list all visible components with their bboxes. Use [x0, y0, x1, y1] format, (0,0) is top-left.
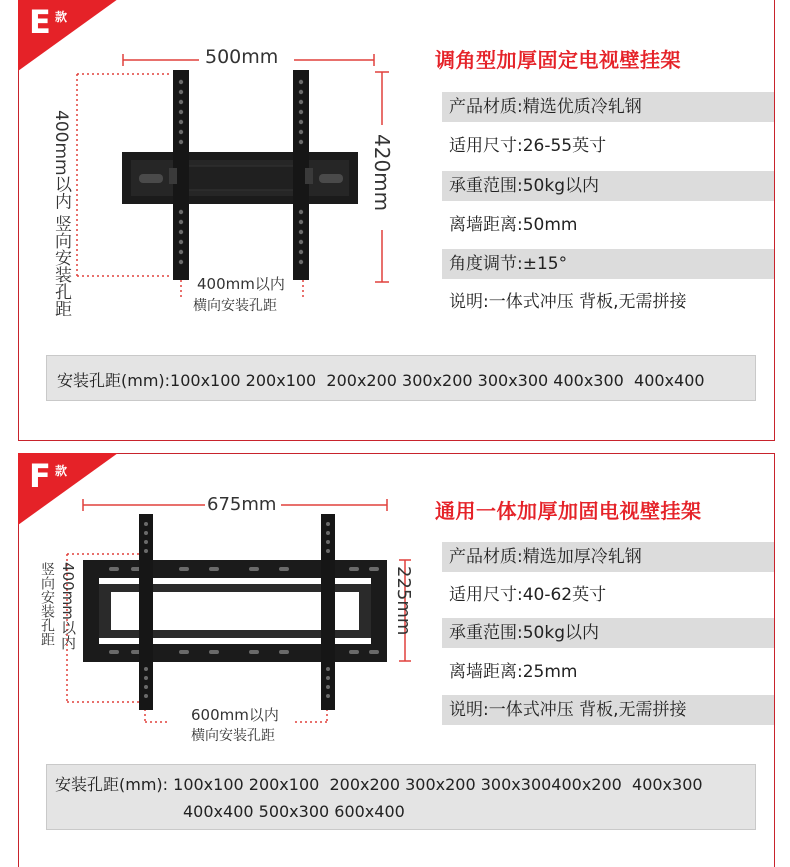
vertical-hole-label-f-b: 竖向安装孔距	[39, 562, 55, 646]
title-f: 通用一体加厚加固电视壁挂架	[435, 499, 702, 523]
badge-sub-e: 款	[55, 10, 68, 24]
spec-note-f: 说明:一体式冲压 背板,无需拼接	[442, 695, 774, 725]
horizontal-hole-sub-f: 横向安装孔距	[191, 728, 275, 744]
horizontal-hole-label-e: 400mm以内	[197, 275, 285, 293]
spec-angle-e: 角度调节:±15°	[442, 249, 774, 279]
badge-letter-e: E	[29, 3, 51, 41]
width-dimension-label-f: 675mm	[207, 494, 277, 515]
height-dimension-label-e: 420mm	[370, 134, 394, 212]
hole-patterns-f-line2: 400x400 500x300 600x400	[183, 802, 405, 821]
spec-material-e: 产品材质:精选优质冷轧钢	[442, 92, 774, 122]
horizontal-hole-sub-e: 横向安装孔距	[193, 298, 277, 314]
hole-patterns-f	[46, 764, 756, 830]
spec-note-e: 说明:一体式冲压 背板,无需拼接	[449, 292, 687, 312]
badge-sub-f: 款	[55, 464, 68, 478]
product-panel-e	[18, 0, 775, 441]
spec-wall-distance-e: 离墙距离:50mm	[449, 215, 578, 235]
product-panel-f	[18, 453, 775, 867]
hole-patterns-e: 安装孔距(mm):100x100 200x100 200x200 300x200 300x300 400x300 400x400	[46, 355, 756, 401]
spec-size-f: 适用尺寸:40-62英寸	[449, 585, 607, 605]
width-dimension-label-e: 500mm	[205, 46, 279, 68]
vertical-hole-label-f-a: 400mm以内	[59, 562, 77, 650]
spec-material-f: 产品材质:精选加厚冷轧钢	[442, 542, 774, 572]
height-dimension-label-f: 225mm	[393, 566, 414, 636]
spec-wall-distance-f: 离墙距离:25mm	[449, 662, 578, 682]
spec-load-f: 承重范围:50kg以内	[442, 618, 774, 648]
spec-load-e: 承重范围:50kg以内	[442, 171, 774, 201]
spec-size-e: 适用尺寸:26-55英寸	[449, 136, 607, 156]
horizontal-hole-label-f: 600mm以内	[191, 706, 279, 724]
title-e: 调角型加厚固定电视壁挂架	[435, 48, 681, 72]
badge-letter-f: F	[29, 457, 51, 495]
hole-patterns-f-line1: 安装孔距(mm): 100x100 200x100 200x200 300x200 300x300400x200 400x300	[55, 775, 703, 794]
vertical-hole-label-e: 400mm以内 竖向安装孔距	[51, 110, 71, 317]
